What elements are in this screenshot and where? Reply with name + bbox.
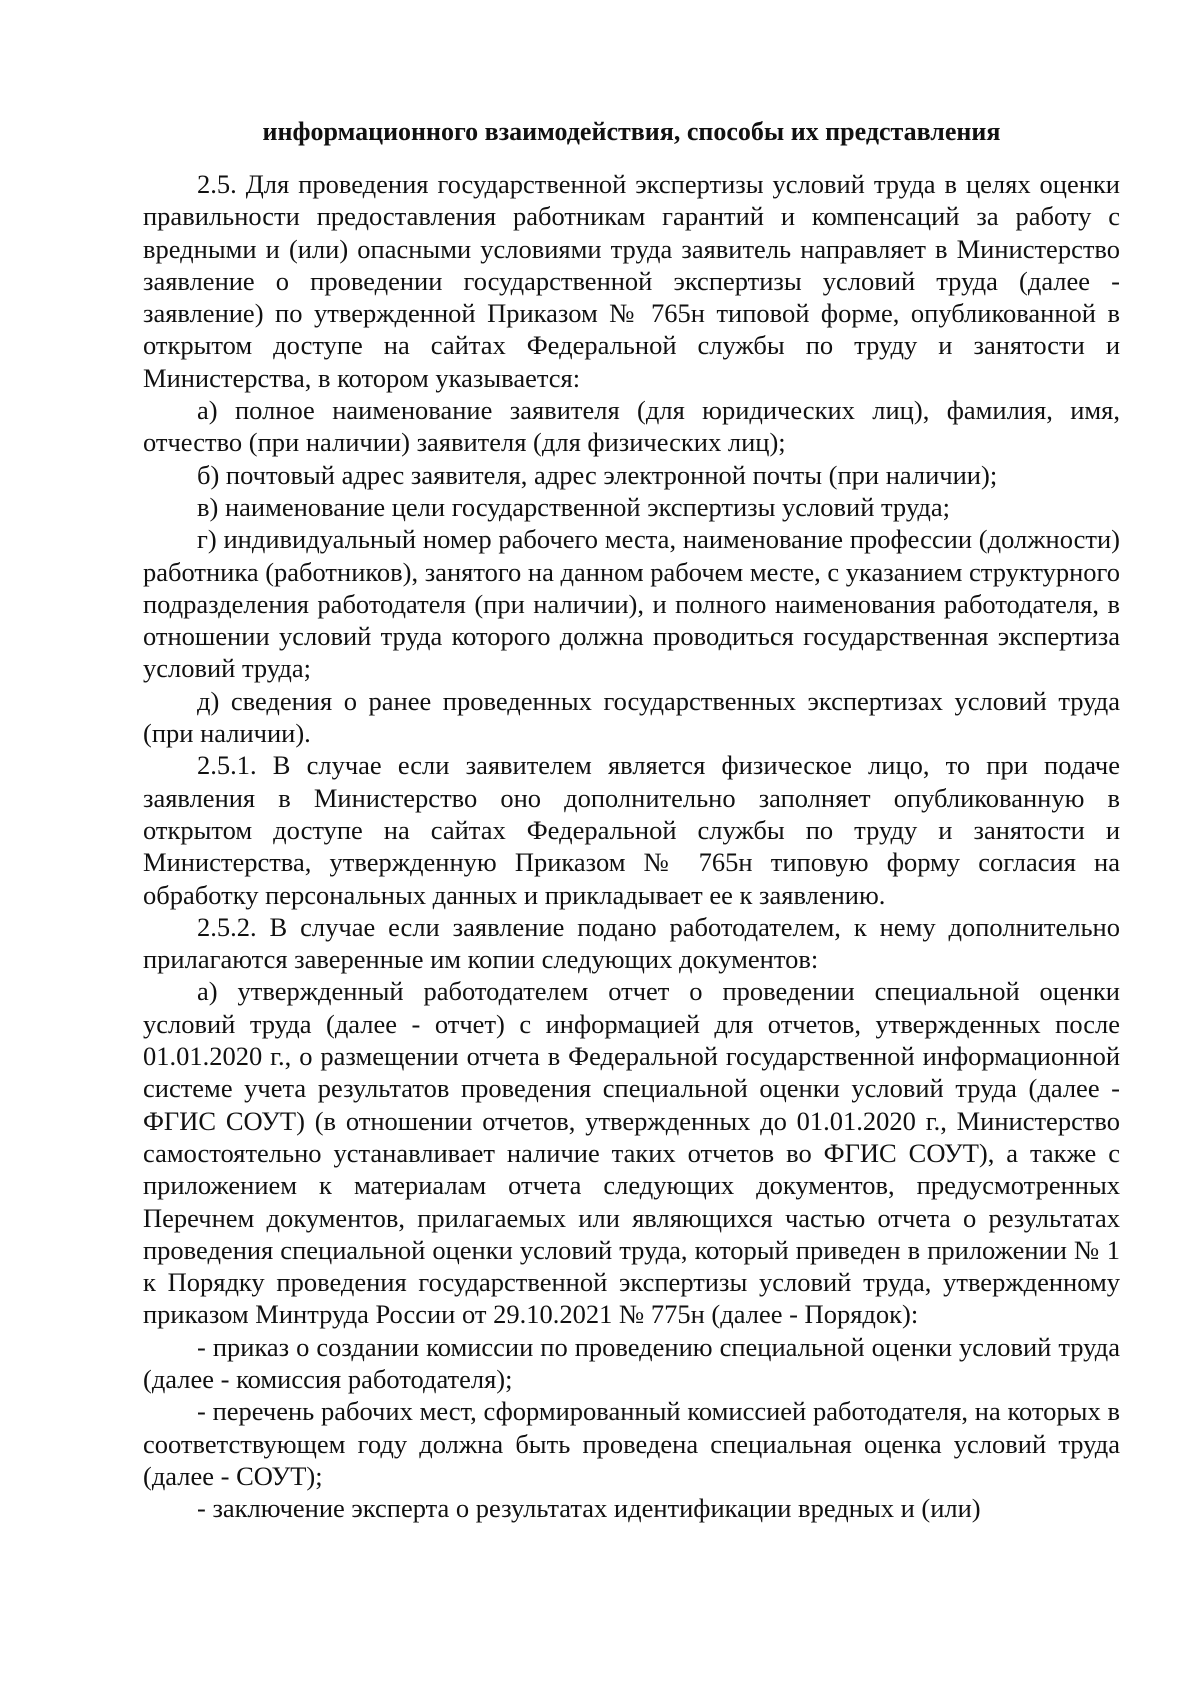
document-page bbox=[143, 116, 1120, 1524]
paragraph-2-5-2: 2.5.2. В случае если заявление подано работодателем, к нему дополнительно прилагаются заверенные им копии следующих документов: bbox=[143, 911, 1120, 975]
list-item-g: г) индивидуальный номер рабочего места, наименование профессии (должности) работника (работников), занятого на данном рабочем месте, с указанием структурного подразделения работодателя (при наличии), и полного наименования работодателя, в отношении условий труда которого должна проводиться государственная экспертиза условий труда; bbox=[143, 524, 1120, 684]
list-item-d: д) сведения о ранее проведенных государственных экспертизах условий труда (при наличии). bbox=[143, 685, 1120, 749]
dash-item-commission-order: - приказ о создании комиссии по проведению специальной оценки условий труда (далее - комиссия работодателя); bbox=[143, 1331, 1120, 1394]
dash-item-expert-conclusion: - заключение эксперта о результатах идентификации вредных и (или) bbox=[197, 1493, 981, 1524]
list-item-v: в) наименование цели государственной экспертизы условий труда; bbox=[197, 491, 951, 522]
section-heading: информационного взаимодействия, способы их представления bbox=[262, 117, 1001, 146]
list-item-a: а) полное наименование заявителя (для юридических лиц), фамилия, имя, отчество (при наличии) заявителя (для физических лиц); bbox=[143, 395, 1120, 458]
dash-item-workplace-list: - перечень рабочих мест, сформированный комиссией работодателя, на которых в соответствующем году должна быть проведена специальная оценка условий труда (далее - СОУТ); bbox=[143, 1396, 1120, 1491]
paragraph-2-5-1: 2.5.1. В случае если заявителем является физическое лицо, то при подаче заявления в Министерство оно дополнительно заполняет опубликованную в открытом доступе на сайтах Федеральной службы по труду и занятости и Министерства, утвержденную Приказом № 765н типовую форму согласия на обработку персональных данных и прикладывает ее к заявлению. bbox=[143, 750, 1120, 910]
paragraph-2-5: 2.5. Для проведения государственной экспертизы условий труда в целях оценки правильности предоставления работникам гарантий и компенсаций за работу с вредными и (или) опасными условиями труда заявитель направляет в Министерство заявление о проведении государственной экспертизы условий труда (далее - заявление) по утвержденной Приказом № 765н типовой форме, опубликованной в открытом доступе на сайтах Федеральной службы по труду и занятости и Министерства, в котором указывается: bbox=[143, 169, 1120, 393]
list-item-a-report: а) утвержденный работодателем отчет о проведении специальной оценки условий труда (далее - отчет) с информацией для отчетов, утвержденных после 01.01.2020 г., о размещении отчета в Федеральной государственной информационной системе учета результатов проведения специальной оценки условий труда (далее - ФГИС СОУТ) (в отношении отчетов, утвержденных до 01.01.2020 г., Министерство самостоятельно устанавливает наличие таких отчетов во ФГИС СОУТ), а также с приложением к материалам отчета следующих документов, предусмотренных Перечнем документов, прилагаемых или являющихся частью отчета о результатах проведения специальной оценки условий труда, который приведен в приложении № 1 к Порядку проведения государственной экспертизы условий труда, утвержденному приказом Минтруда России от 29.10.2021 № 775н (далее - Порядок): bbox=[143, 976, 1120, 1330]
list-item-b: б) почтовый адрес заявителя, адрес электронной почты (при наличии); bbox=[197, 459, 998, 490]
